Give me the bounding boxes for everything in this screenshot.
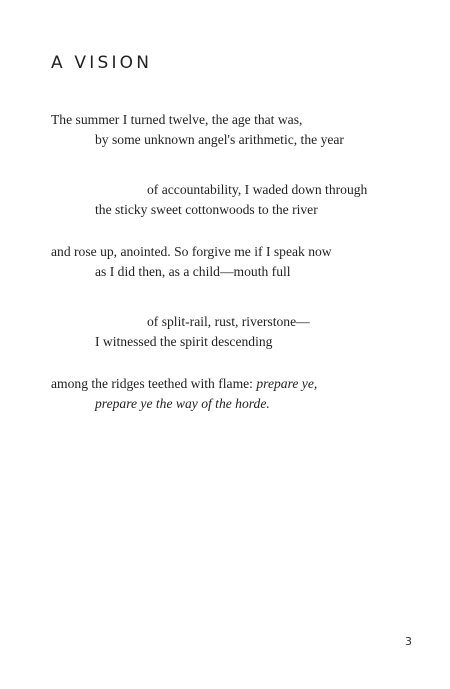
poem-line: the sticky sweet cottonwoods to the river bbox=[95, 202, 318, 217]
poem-line-italic: prepare ye, bbox=[256, 376, 318, 391]
poem-title: A VISION bbox=[51, 53, 153, 73]
poem-line: by some unknown angel's arithmetic, the year bbox=[95, 132, 344, 147]
poem-line-italic: prepare ye the way of the horde. bbox=[95, 396, 270, 411]
poem-body bbox=[51, 110, 431, 414]
poem-line: of accountability, I waded down through bbox=[147, 182, 368, 197]
page-number: 3 bbox=[405, 635, 412, 648]
stanza-gap bbox=[51, 352, 431, 374]
poem-line-roman: among the ridges teethed with flame: bbox=[51, 376, 257, 391]
poem-line: I witnessed the spirit descending bbox=[95, 334, 273, 349]
poem-line: as I did then, as a child—mouth full bbox=[95, 264, 291, 279]
poem-line: of split-rail, rust, riverstone— bbox=[147, 314, 310, 329]
stanza-gap bbox=[51, 150, 431, 180]
poem-line bbox=[51, 374, 431, 394]
poem-line: The summer I turned twelve, the age that was, bbox=[51, 112, 303, 127]
stanza-gap bbox=[51, 282, 431, 312]
poem-line: and rose up, anointed. So forgive me if I speak now bbox=[51, 244, 332, 259]
stanza-gap bbox=[51, 220, 431, 242]
